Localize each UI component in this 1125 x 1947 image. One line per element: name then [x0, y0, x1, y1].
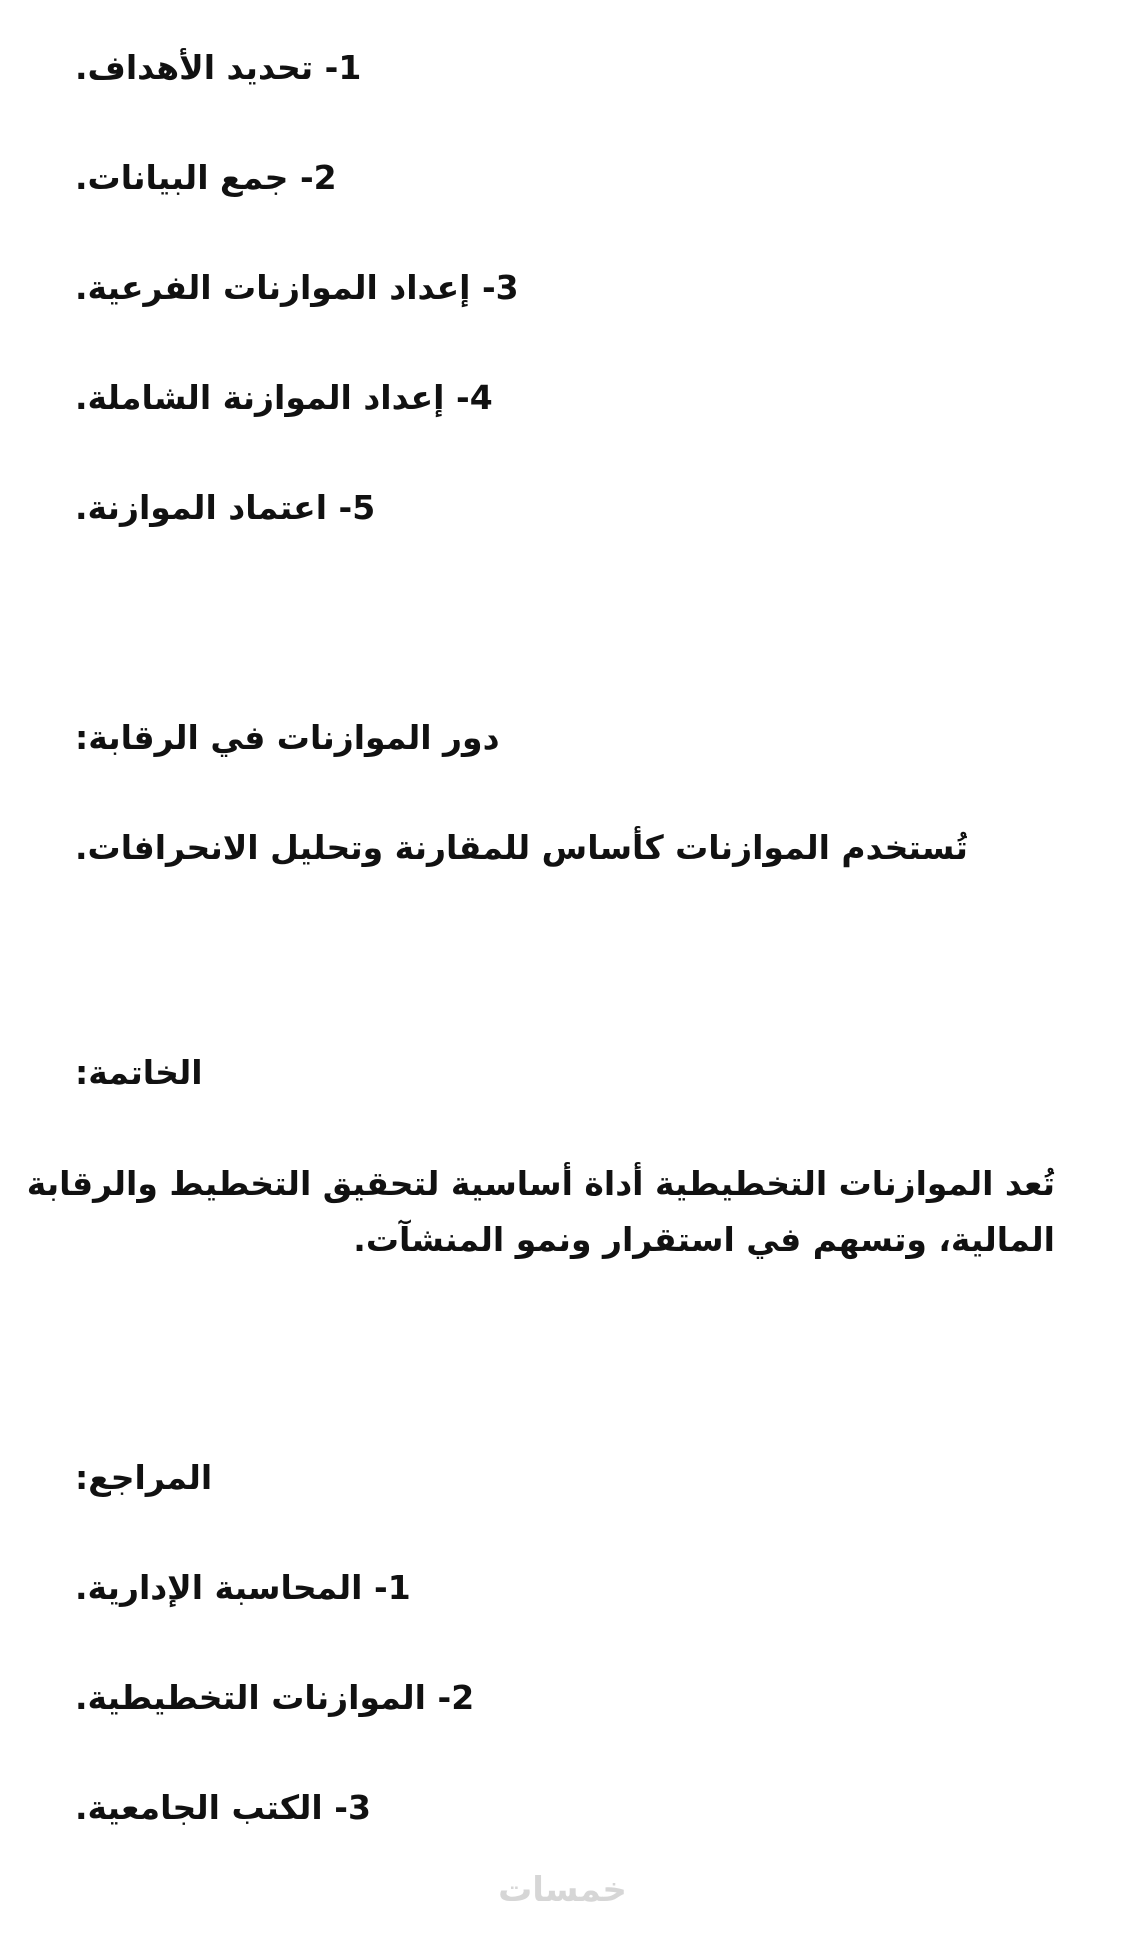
reference-2: 2- الموازنات التخطيطية.	[75, 1678, 475, 1717]
step-3: 3- إعداد الموازنات الفرعية.	[75, 268, 519, 307]
control-heading: دور الموازنات في الرقابة:	[75, 718, 500, 757]
step-4: 4- إعداد الموازنة الشاملة.	[75, 378, 493, 417]
watermark-logo: خمسات	[498, 1870, 627, 1910]
conclusion-line-1: تُعد الموازنات التخطيطية أداة أساسية لتحقيق التخطيط والرقابة	[26, 1164, 1055, 1203]
control-text: تُستخدم الموازنات كأساس للمقارنة وتحليل الانحرافات.	[75, 828, 968, 867]
step-5: 5- اعتماد الموازنة.	[75, 488, 376, 527]
conclusion-heading: الخاتمة:	[75, 1053, 203, 1092]
conclusion-line-2: المالية، وتسهم في استقرار ونمو المنشآت.	[353, 1220, 1055, 1259]
step-1: 1- تحديد الأهداف.	[75, 48, 362, 87]
step-2: 2- جمع البيانات.	[75, 158, 337, 197]
reference-3: 3- الكتب الجامعية.	[75, 1788, 371, 1827]
conclusion-paragraph	[26, 1156, 1055, 1268]
reference-1: 1- المحاسبة الإدارية.	[75, 1568, 411, 1607]
references-heading: المراجع:	[75, 1458, 213, 1497]
